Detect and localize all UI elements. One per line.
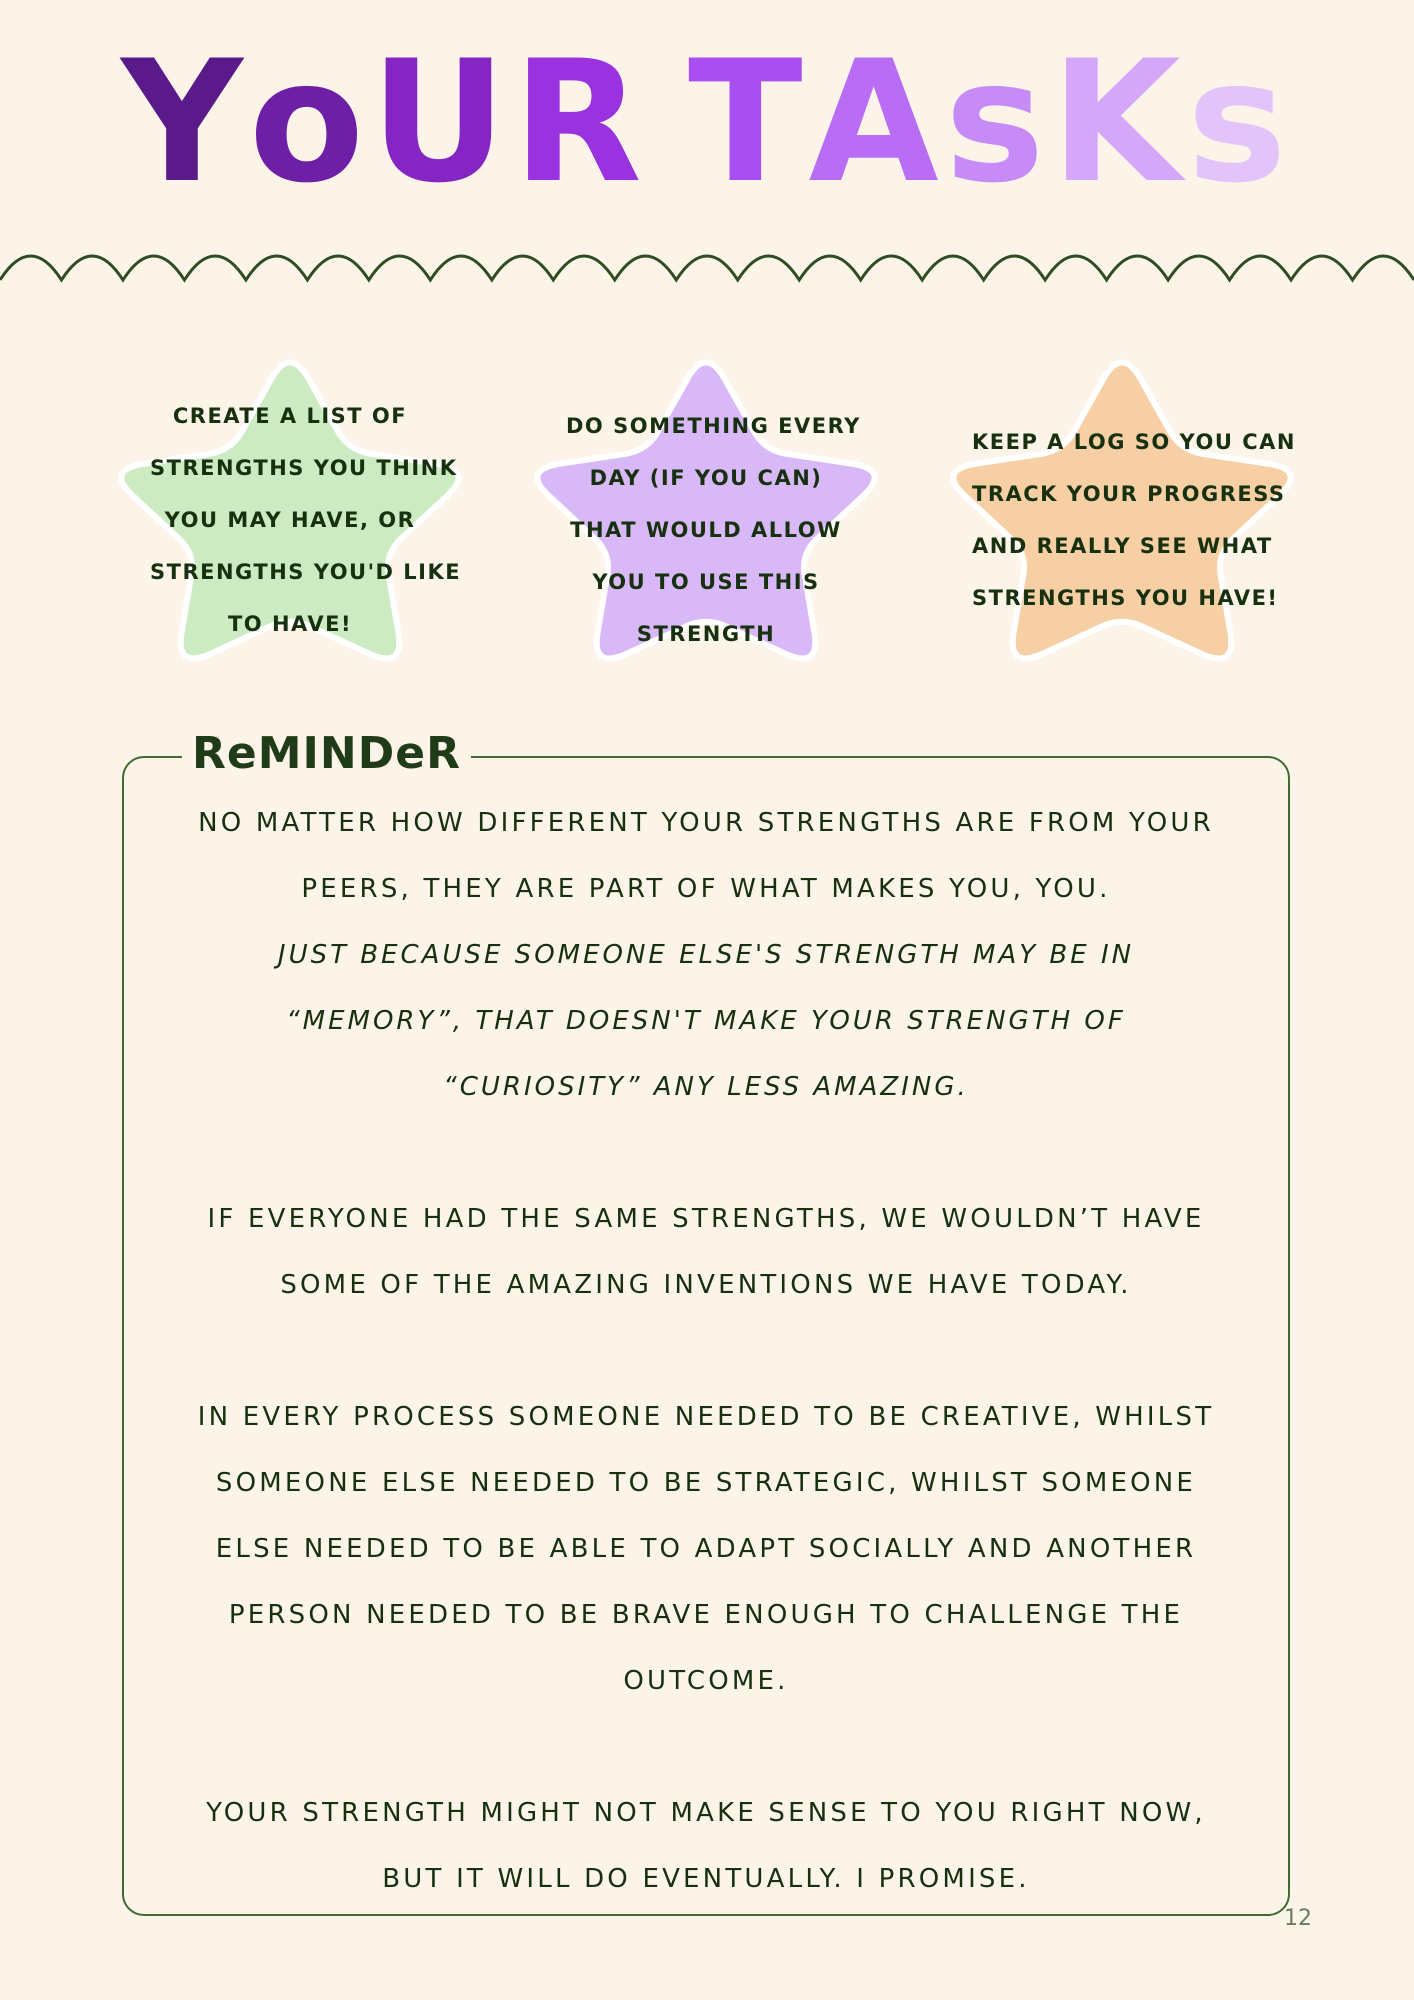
title-letter: T [688,24,809,220]
title-letter: o [248,24,371,220]
title-letter: s [944,24,1051,220]
task-line: KEEP A LOG SO YOU CAN [972,430,1296,454]
title-letter: s [1186,24,1293,220]
task-line: THAT WOULD ALLOW [570,518,842,542]
reminder-line: PEERS, THEY ARE PART OF WHAT MAKES YOU, YOU. [301,874,1111,904]
page-number: 12 [1284,1906,1312,1931]
reminder-line: PERSON NEEDED TO BE BRAVE ENOUGH TO CHALLENGE THE [228,1600,1184,1630]
task-line: YOU TO USE THIS [592,570,820,594]
task-line: STRENGTHS YOU HAVE! [972,586,1279,610]
task-line: STRENGTHS YOU THINK [150,456,458,480]
task-line: YOU MAY HAVE, OR [164,508,416,532]
title-letter: A [808,24,945,220]
reminder-heading: ReMINDeR [182,726,471,782]
reminder-line: BUT IT WILL DO EVENTUALLY. I PROMISE. [382,1864,1030,1894]
task-line: DO SOMETHING EVERY [566,414,861,438]
paragraph-gap [122,1318,1290,1384]
reminder-text [122,790,1290,1912]
task-line: DAY (IF YOU CAN) [589,466,823,490]
title-letter: Y [121,24,249,220]
task-star-text [150,390,462,650]
title-letter: R [512,24,649,220]
scallop-divider [0,240,1414,290]
task-line: STRENGTHS YOU'D LIKE [150,560,462,584]
paragraph-gap [122,1120,1290,1186]
reminder-line: YOUR STRENGTH MIGHT NOT MAKE SENSE TO YOU RIGHT NOW, [206,1798,1206,1828]
task-line: TRACK YOUR PROGRESS [972,482,1286,506]
task-star-2 [506,310,906,690]
task-star-text [566,400,861,660]
title-letter: U [370,24,513,220]
task-star-3 [922,310,1322,690]
reminder-line: SOME OF THE AMAZING INVENTIONS WE HAVE TODAY. [280,1270,1132,1300]
reminder-line: IF EVERYONE HAD THE SAME STRENGTHS, WE WOULDN’T HAVE [207,1204,1205,1234]
paragraph-gap [122,1714,1290,1780]
reminder-line: NO MATTER HOW DIFFERENT YOUR STRENGTHS ARE FROM YOUR [198,808,1214,838]
task-star-1 [90,310,490,690]
task-star-text [972,416,1296,624]
reminder-line: JUST BECAUSE SOMEONE ELSE'S STRENGTH MAY BE IN [277,940,1135,970]
reminder-line: ELSE NEEDED TO BE ABLE TO ADAPT SOCIALLY AND ANOTHER [215,1534,1197,1564]
task-line: TO HAVE! [227,612,353,636]
task-line: STRENGTH [636,622,776,646]
reminder-line: OUTCOME. [623,1666,789,1696]
page-title [0,24,1414,220]
reminder-line: IN EVERY PROCESS SOMEONE NEEDED TO BE CREATIVE, WHILST [197,1402,1215,1432]
reminder-line: SOMEONE ELSE NEEDED TO BE STRATEGIC, WHILST SOMEONE [215,1468,1197,1498]
reminder-line: “MEMORY”, THAT DOESN'T MAKE YOUR STRENGTH OF [286,1006,1126,1036]
task-line: CREATE A LIST OF [172,404,408,428]
reminder-line: “CURIOSITY” ANY LESS AMAZING. [443,1072,969,1102]
task-line: AND REALLY SEE WHAT [972,534,1273,558]
title-letter: K [1050,24,1187,220]
